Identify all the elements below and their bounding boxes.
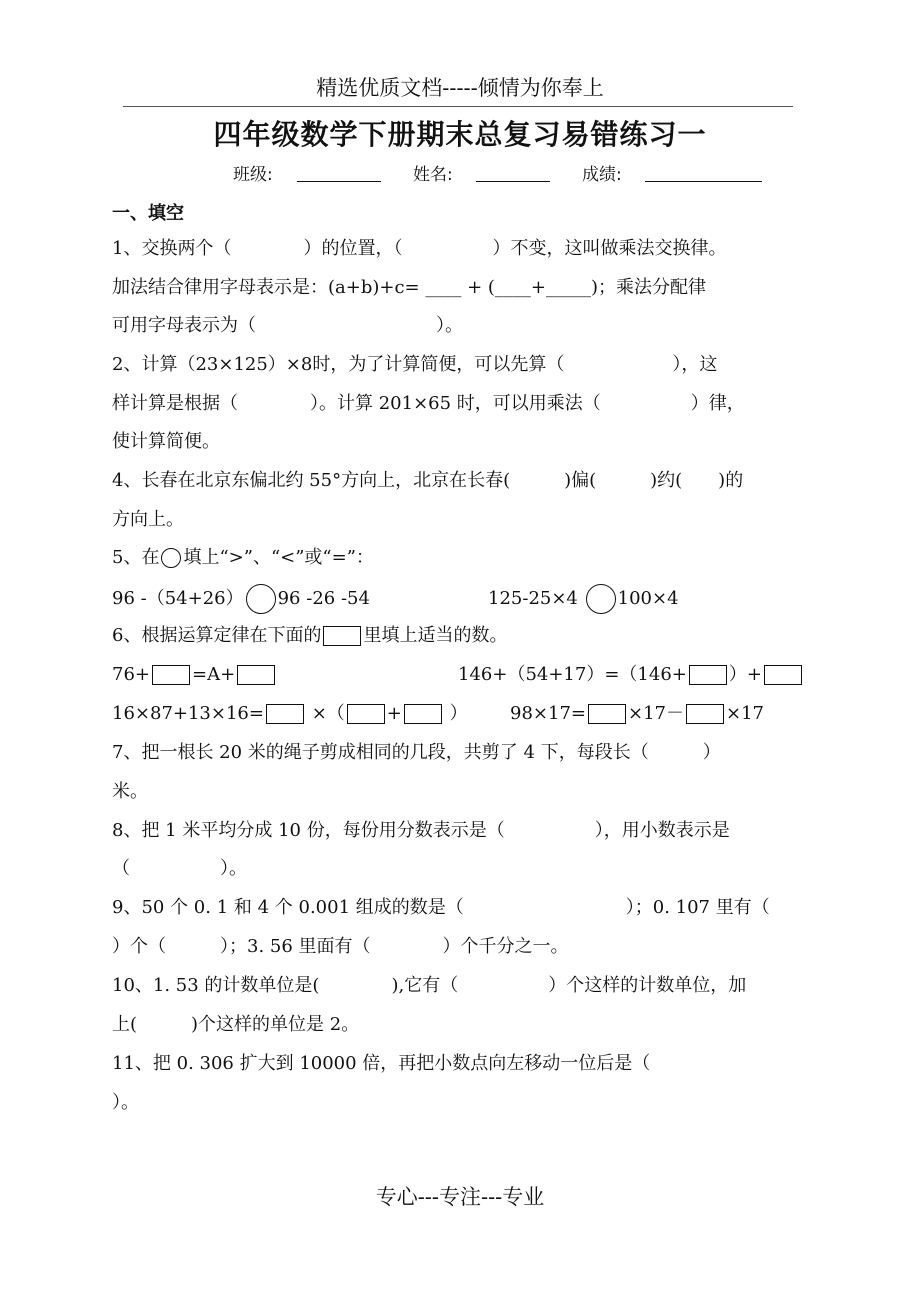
q6-r1b: =A+ — [192, 664, 236, 685]
q5-expr2 — [488, 584, 679, 610]
q8-line2: （ ）。 — [112, 858, 247, 879]
q6-r2c: + — [386, 703, 402, 724]
compare-circle[interactable] — [246, 584, 276, 614]
q4-line2: 方向上。 — [112, 509, 184, 530]
section-heading: 一、填空 — [112, 203, 184, 224]
q6-line1 — [112, 623, 507, 649]
q1-line1: 1、交换两个（ ）的位置，（ ）不变，这叫做乘法交换律。 — [112, 238, 727, 259]
answer-box[interactable] — [152, 665, 190, 685]
header-rule — [123, 106, 793, 107]
q7-line2: 米。 — [112, 781, 148, 802]
answer-box[interactable] — [764, 665, 802, 685]
box-icon — [323, 626, 361, 646]
q10-line2: 上( )个这样的单位是 2。 — [112, 1014, 360, 1035]
q5-expr2-right: 100×4 — [617, 588, 679, 609]
q7-line1: 7、把一根长 20 米的绳子剪成相同的几段，共剪了 4 下，每段长（ ） — [112, 742, 721, 763]
q6-row2-right — [510, 701, 764, 727]
q6-r2f: ×17－ — [627, 703, 684, 724]
q6-intro: 6、根据运算定律在下面的 — [112, 625, 322, 646]
name-field[interactable] — [476, 181, 550, 182]
q6-r2e: 98×17= — [510, 703, 586, 724]
q2-line3: 使计算简便。 — [112, 431, 220, 452]
q6-row1-right — [458, 662, 804, 688]
answer-box[interactable] — [686, 704, 724, 724]
q6-row1-left — [112, 662, 277, 688]
name-label: 姓名: — [413, 165, 453, 185]
q5-expr1-left: 96 -（54+26） — [112, 588, 244, 609]
worksheet-title: 四年级数学下册期末总复习易错练习一 — [213, 118, 707, 151]
q1-line3: 可用字母表示为（ ）。 — [112, 315, 463, 336]
q9-line2: ）个（ ）；3. 56 里面有（ ）个千分之一。 — [112, 936, 569, 957]
class-label: 班级: — [233, 165, 273, 185]
q6-r2b: ×（ — [311, 703, 345, 724]
q6-row2-left — [112, 701, 468, 727]
q6-r1d: ）+ — [728, 664, 762, 685]
answer-box[interactable] — [237, 665, 275, 685]
q6-r2a: 16×87+13×16= — [112, 703, 264, 724]
answer-box[interactable] — [404, 704, 442, 724]
q4-line1: 4、长春在北京东偏北约 55°方向上，北京在长春( )偏( )约( )的 — [112, 470, 744, 491]
q5-line1 — [112, 545, 374, 571]
score-label: 成绩: — [582, 165, 622, 185]
q5-instruction: 填上“>”、“<”或“=”： — [183, 547, 374, 568]
page-header: 精选优质文档-----倾情为你奉上 — [316, 76, 604, 100]
q11-line1: 11、把 0. 306 扩大到 10000 倍，再把小数点向左移动一位后是（ — [112, 1053, 651, 1074]
q5-expr2-left: 125-25×4 — [488, 588, 578, 609]
circle-icon — [161, 548, 181, 568]
page-footer: 专心---专注---专业 — [375, 1185, 545, 1209]
answer-box[interactable] — [689, 665, 727, 685]
q9-line1: 9、50 个 0. 1 和 4 个 0.001 组成的数是（ ）；0. 107 里有（ — [112, 897, 770, 918]
q6-r1a: 76+ — [112, 664, 150, 685]
q5-expr1 — [112, 584, 370, 610]
score-field[interactable] — [645, 181, 762, 182]
q11-line2: ）。 — [112, 1092, 139, 1113]
compare-circle[interactable] — [586, 584, 616, 614]
q6-instruction: 里填上适当的数。 — [363, 625, 508, 646]
q2-line2: 样计算是根据（ ）。计算 201×65 时，可以用乘法（ ）律， — [112, 393, 745, 414]
q6-r2g: ×17 — [725, 703, 764, 724]
answer-box[interactable] — [347, 704, 385, 724]
q5-expr1-right: 96 -26 -54 — [277, 588, 370, 609]
q6-r2d: ） — [449, 703, 468, 724]
class-field[interactable] — [297, 181, 381, 182]
q6-r1c: 146+（54+17）=（146+ — [458, 664, 687, 685]
answer-box[interactable] — [266, 704, 304, 724]
q1-line2: 加法结合律用字母表示是：(a+b)+c= ____ + (____+_____)；乘法分配律 — [112, 277, 706, 298]
q2-line1: 2、计算（23×125）×8时，为了计算简便，可以先算（ ），这 — [112, 354, 718, 375]
q5-intro: 5、在 — [112, 547, 160, 568]
q10-line1: 10、1. 53 的计数单位是( ),它有（ ）个这样的计数单位，加 — [112, 975, 747, 996]
q8-line1: 8、把 1 米平均分成 10 份，每份用分数表示是（ ），用小数表示是 — [112, 820, 730, 841]
answer-box[interactable] — [588, 704, 626, 724]
